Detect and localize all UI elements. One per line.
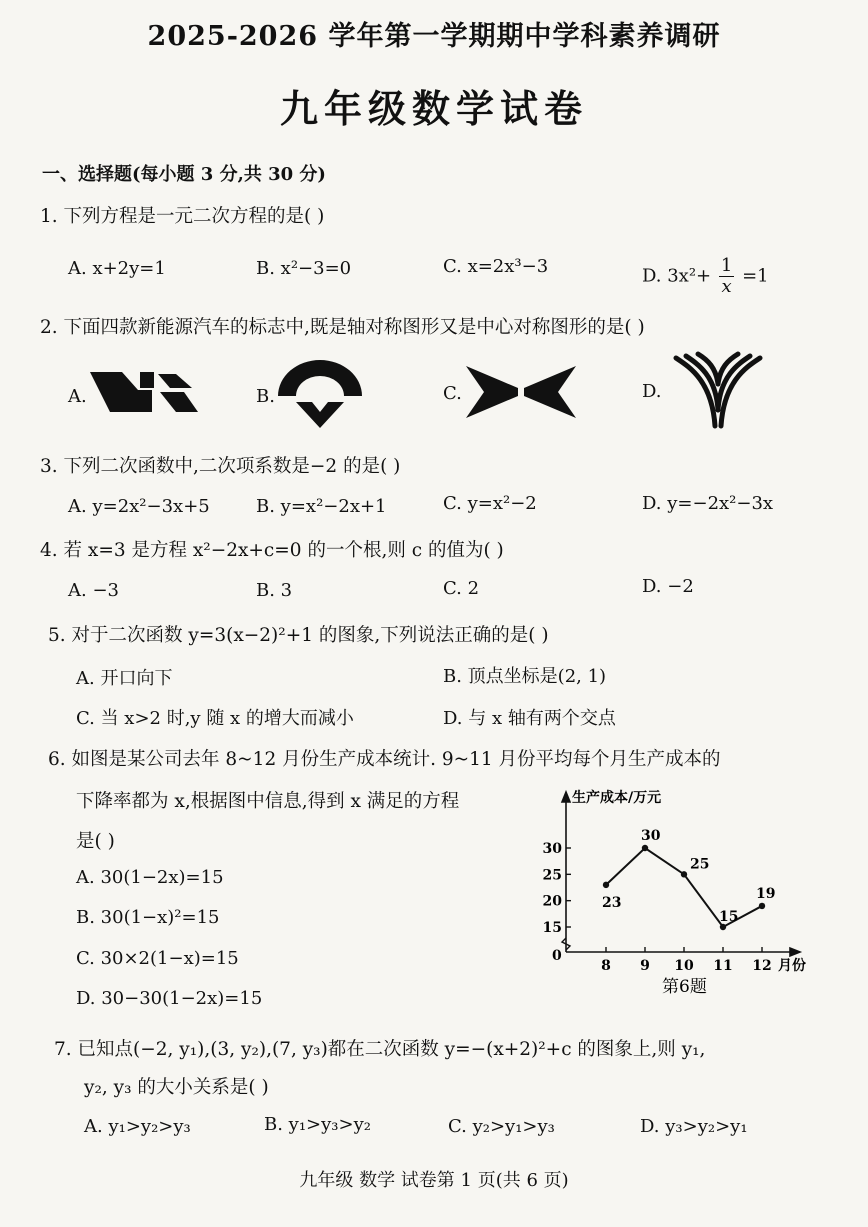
q7-stem-line1: 7. 已知点(−2, y₁),(3, y₂),(7, y₃)都在二次函数 y=−(x+2)²+c 的图象上,则 y₁,	[54, 1039, 706, 1060]
q1-option-d-fraction	[719, 256, 734, 297]
logo-a-icon	[88, 366, 202, 418]
chart-origin-label: 0	[552, 948, 562, 964]
x-tick-label: 10	[674, 958, 694, 974]
q4-stem: 4. 若 x=3 是方程 x²−2x+c=0 的一个根,则 c 的值为( )	[40, 540, 504, 561]
q3-option-b: B. y=x²−2x+1	[256, 496, 387, 517]
exam-subject-title: 九年级数学试卷	[279, 86, 588, 131]
q4-option-b: B. 3	[256, 580, 293, 601]
data-point	[603, 882, 609, 888]
y-tick-label: 15	[542, 920, 562, 936]
q7-stem-line2: y₂, y₃ 的大小关系是( )	[84, 1077, 269, 1098]
q7-option-a: A. y₁>y₂>y₃	[84, 1116, 191, 1137]
x-axis-arrow-icon	[790, 948, 800, 956]
logo-d-icon	[668, 350, 768, 430]
data-point	[759, 903, 765, 909]
q1-stem: 1. 下列方程是一元二次方程的是( )	[40, 206, 325, 227]
q5-option-c: C. 当 x>2 时,y 随 x 的增大而减小	[76, 708, 354, 729]
exam-header-title: 2025-2026 学年第一学期期中学科素养调研	[147, 21, 721, 52]
page-footer: 九年级 数学 试卷第 1 页(共 6 页)	[299, 1170, 569, 1191]
data-label: 30	[641, 828, 661, 844]
data-label: 15	[719, 909, 739, 925]
q6-option-d: D. 30−30(1−2x)=15	[76, 988, 263, 1009]
q2-option-d: D.	[642, 381, 662, 402]
y-tick-label: 25	[542, 867, 562, 884]
q3-option-a: A. y=2x²−3x+5	[68, 496, 210, 517]
q1-option-d	[642, 256, 769, 297]
chart-y-label: 生产成本/万元	[572, 790, 662, 806]
q1-option-a: A. x+2y=1	[68, 258, 166, 279]
q5-option-d: D. 与 x 轴有两个交点	[443, 708, 616, 729]
q2-option-c: C.	[443, 383, 462, 404]
q7-option-b: B. y₁>y₃>y₂	[264, 1114, 371, 1135]
data-label: 19	[756, 885, 776, 902]
q1-option-d-head: D. 3x²+	[642, 265, 712, 287]
x-tick-label: 11	[713, 958, 733, 974]
data-point	[681, 871, 687, 877]
q6-option-a: A. 30(1−2x)=15	[76, 867, 224, 888]
q3-option-c: C. y=x²−2	[443, 493, 537, 514]
q2-stem: 2. 下面四款新能源汽车的标志中,既是轴对称图形又是中心对称图形的是( )	[40, 317, 645, 338]
x-tick-label: 9	[640, 958, 650, 974]
logo-c-icon	[462, 360, 580, 424]
y-tick-label: 20	[542, 893, 562, 910]
q4-option-c: C. 2	[443, 578, 480, 599]
q2-option-b: B.	[256, 386, 275, 407]
q7-option-c: C. y₂>y₁>y₃	[448, 1116, 555, 1137]
chart-caption: 第6题	[662, 977, 707, 997]
section-heading: 一、选择题(每小题 3 分,共 30 分)	[42, 164, 326, 185]
q6-stem-line2: 下降率都为 x,根据图中信息,得到 x 满足的方程	[76, 791, 460, 812]
q6-stem-line3: 是( )	[76, 831, 115, 852]
q3-option-d: D. y=−2x²−3x	[642, 493, 774, 514]
q6-stem-line1: 6. 如图是某公司去年 8~12 月份生产成本统计. 9~11 月份平均每个月生产成本的	[48, 749, 721, 770]
q5-option-b: B. 顶点坐标是(2, 1)	[443, 666, 607, 687]
fraction-denominator: x	[721, 276, 732, 297]
series-line	[606, 848, 762, 927]
q4-option-a: A. −3	[68, 580, 119, 601]
q3-stem: 3. 下列二次函数中,二次项系数是−2 的是( )	[40, 456, 401, 477]
q5-stem: 5. 对于二次函数 y=3(x−2)²+1 的图象,下列说法正确的是( )	[48, 625, 549, 646]
chart-x-label: 月份	[778, 958, 806, 974]
x-tick-label: 12	[752, 958, 772, 974]
q4-option-d: D. −2	[642, 576, 694, 597]
q1-option-d-tail: =1	[742, 265, 769, 287]
x-tick-label: 8	[601, 958, 611, 974]
logo-b-icon	[274, 358, 366, 430]
q6-line-chart	[530, 780, 830, 1000]
q7-option-d: D. y₃>y₂>y₁	[640, 1116, 748, 1137]
fraction-numerator: 1	[720, 255, 733, 276]
data-point	[642, 845, 648, 851]
q2-option-a: A.	[68, 386, 87, 407]
q1-option-b: B. x²−3=0	[256, 258, 352, 279]
data-label: 25	[690, 856, 710, 873]
q1-option-c: C. x=2x³−3	[443, 256, 549, 277]
q5-option-a: A. 开口向下	[76, 668, 173, 689]
data-label: 23	[602, 894, 622, 911]
q6-option-c: C. 30×2(1−x)=15	[76, 948, 239, 969]
y-axis-arrow-icon	[562, 792, 570, 802]
q6-option-b: B. 30(1−x)²=15	[76, 907, 220, 928]
y-tick-label: 30	[542, 841, 562, 857]
